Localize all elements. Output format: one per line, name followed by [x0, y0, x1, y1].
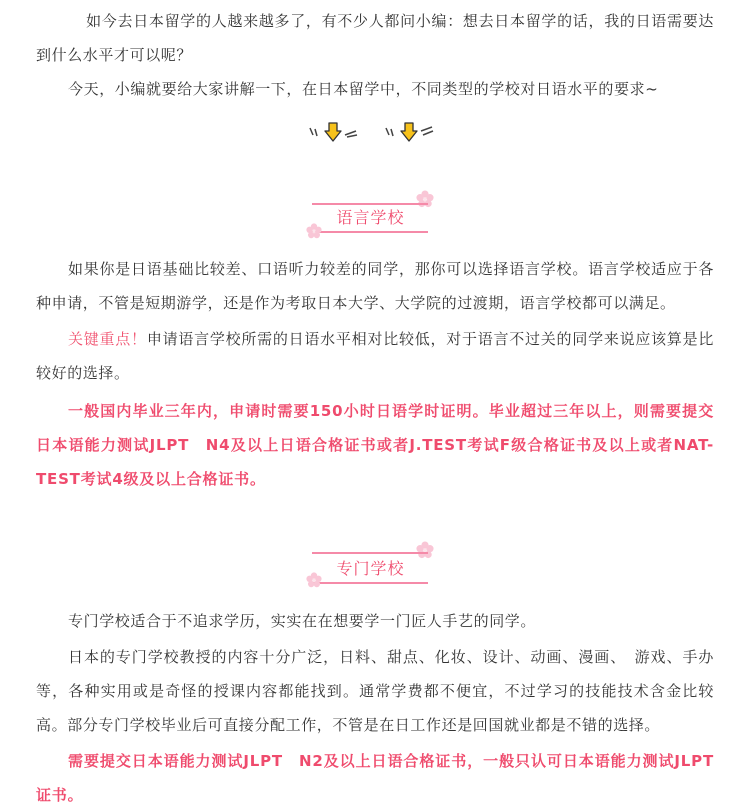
- down-arrow-icon: [324, 122, 342, 142]
- heading-underline-bottom: [312, 231, 428, 233]
- spark-lines-icon: [308, 126, 322, 138]
- section2-paragraph-1: 专门学校适合于不追求学历，实实在在想要学一门匠人手艺的同学。: [68, 612, 537, 630]
- arrow-group-left: [308, 120, 358, 144]
- section1-paragraph-1: 如果你是日语基础比较差、口语听力较差的同学，那你可以选择语言学校。语言学校适应于各种申请，不管是短期游学，还是作为考取日本大学、大学院的过渡期，语言学校都可以满足。: [36, 260, 714, 312]
- sakura-flower-icon: [306, 223, 322, 239]
- heading-underline-top: [312, 552, 428, 554]
- section-heading-vocational-school: [0, 539, 741, 589]
- key-point-text: 申请语言学校所需的日语水平相对比较低，对于语言不过关的同学来说应该算是比较好的选择。: [36, 330, 714, 382]
- section1-requirement: 一般国内毕业三年内，申请时需要150小时日语学时证明。毕业超过三年以上，则需要提交日本语能力测试JLPT N4及以上日语合格证书或者J.TEST考试F级合格证书及以上或者NAT-TEST考试4级及以上合格证书。: [36, 402, 714, 488]
- heading-underline-bottom: [312, 582, 428, 584]
- intro-text-1: 如今去日本留学的人越来越多了，有不少人都问小编：想去日本留学的话，我的日语需要达到什么水平才可以呢？: [36, 12, 714, 64]
- intro-paragraph-1: [36, 4, 714, 72]
- intro-paragraph-2: 今天，小编就要给大家讲解一下，在日本留学中，不同类型的学校对日语水平的要求~: [68, 80, 659, 98]
- spark-lines-icon: [420, 126, 434, 138]
- down-arrow-icon: [400, 122, 418, 142]
- key-point-label: 关键重点！: [68, 330, 147, 348]
- sakura-flower-icon: [306, 572, 322, 588]
- spark-lines-icon: [384, 126, 398, 138]
- arrow-decoration: [0, 120, 741, 144]
- section-title: 专门学校: [336, 559, 405, 578]
- arrow-group-right: [384, 120, 434, 144]
- section2-paragraph-2: 日本的专门学校教授的内容十分广泛，日料、甜点、化妆、设计、动画、漫画、 游戏、手办等，各种实用或是奇怪的授课内容都能找到。通常学费都不便宜，不过学习的技能技术含金比较高。部分专门学校毕业后可直接分配工作，不管是在日工作还是回国就业都是不错的选择。: [36, 648, 714, 734]
- section1-paragraph-2: [36, 322, 714, 390]
- spark-lines-icon: [344, 126, 358, 138]
- section-title: 语言学校: [336, 208, 405, 227]
- section2-requirement: 需要提交日本语能力测试JLPT N2及以上日语合格证书，一般只认可日本语能力测试JLPT证书。: [36, 752, 714, 804]
- section-heading-language-school: [0, 190, 741, 240]
